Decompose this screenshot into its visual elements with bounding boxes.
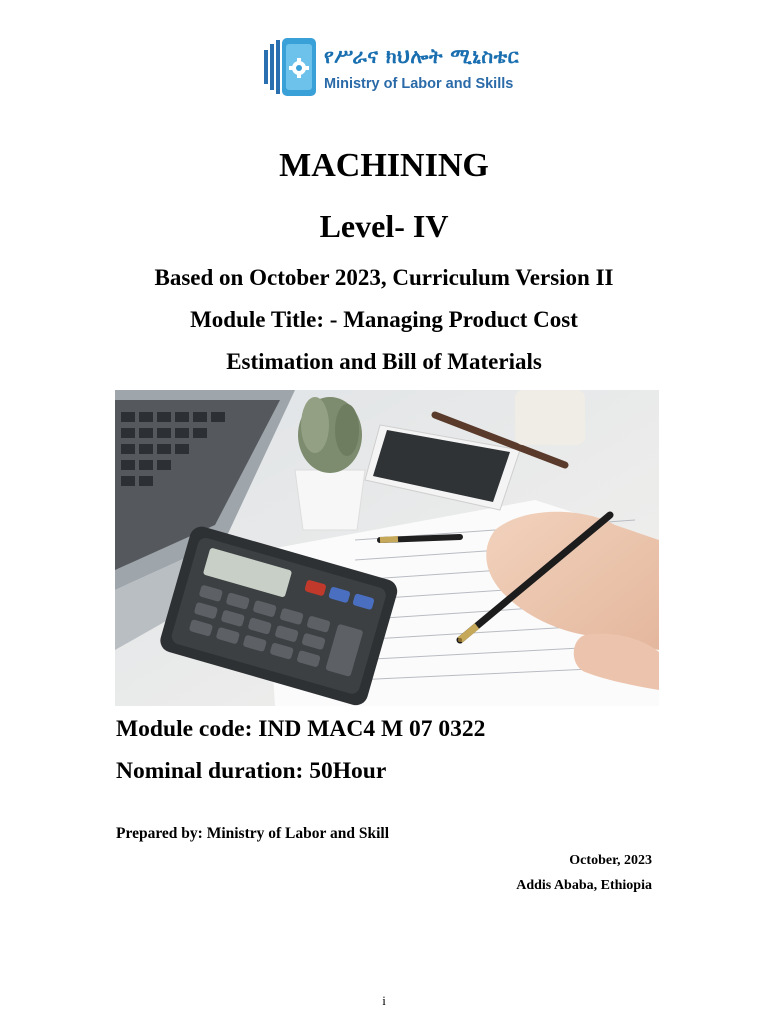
curriculum-version: Based on October 2023, Curriculum Version II (154, 265, 614, 290)
document-title: MACHINING (279, 147, 489, 184)
logo-amharic-text: የሥራና ክህሎት ሚኒስቴር (324, 44, 520, 68)
page-number: i (382, 993, 386, 1008)
nominal-duration: Nominal duration: 50Hour (116, 758, 387, 784)
module-code: Module code: IND MAC4 M 07 0322 (116, 716, 486, 742)
cover-photo (115, 390, 659, 706)
module-title-line2: Estimation and Bill of Materials (226, 349, 542, 374)
ministry-logo-icon (262, 34, 322, 100)
ministry-logo (262, 34, 520, 100)
prepared-by: Prepared by: Ministry of Labor and Skill (116, 825, 390, 842)
publication-place: Addis Ababa, Ethiopia (516, 878, 652, 893)
level-heading: Level- IV (319, 208, 449, 244)
logo-english-text: Ministry of Labor and Skills (324, 76, 514, 92)
publication-date: October, 2023 (569, 853, 652, 868)
module-title-line1: Module Title: - Managing Product Cost (190, 307, 578, 332)
